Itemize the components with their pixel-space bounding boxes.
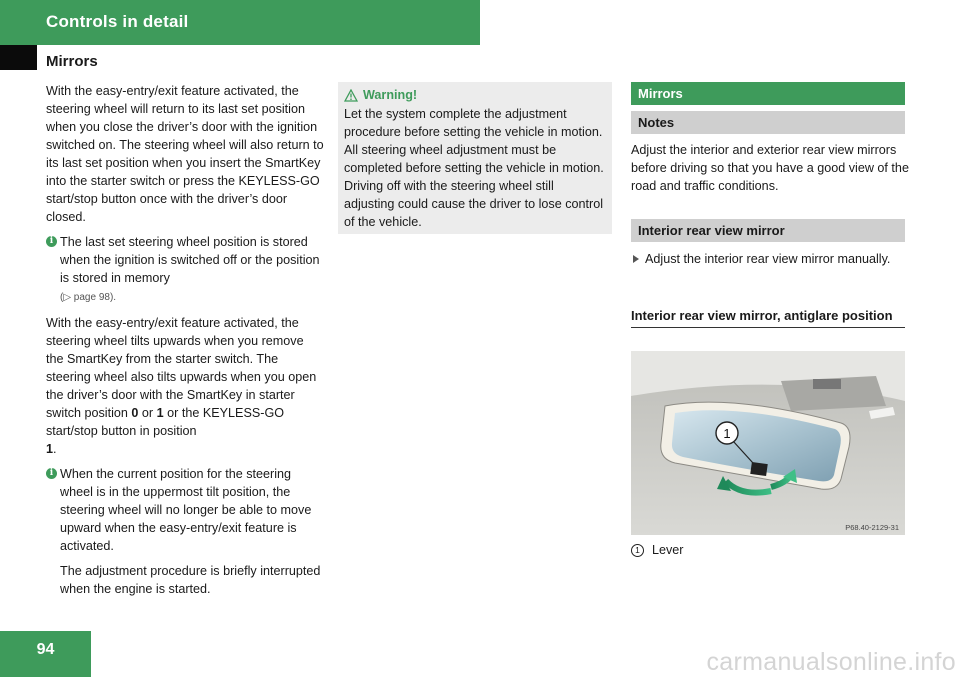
section-marker	[0, 45, 37, 70]
header-bar	[0, 0, 480, 45]
warning-box	[338, 82, 612, 234]
paragraph-tilt: With the easy-entry/exit feature activated, the steering wheel tilts upwards when you remove the SmartKey from the starter switch. The steering wheel also tilts upwards when you open the driver’s door with the SmartKey in starter switch position 0 or 1 or the KEYLESS-GO start/stop button in position 1.	[46, 316, 317, 456]
info-note-1	[46, 233, 324, 307]
warning-heading	[344, 86, 606, 104]
legend-item	[631, 541, 684, 559]
chapter-title: Controls in detail	[46, 12, 189, 31]
warning-text: Let the system complete the adjustment procedure before setting the vehicle in motion. All steering wheel adjustment must be completed before setting the vehicle in motion. Driving off with the steering wheel still adjusting could cause the driver to lose control of the vehicle.	[344, 107, 604, 229]
section-title: Mirrors	[46, 53, 98, 70]
info-note-1-text: The last set steering wheel position is stored when the ignition is switched off or the position is stored in memory	[60, 235, 320, 285]
callout-label: 1	[723, 426, 731, 441]
photo-code: P68.40-2129-31	[845, 523, 899, 532]
interior-mirror-heading-bar: Interior rear view mirror	[631, 219, 905, 242]
watermark: carmanualsonline.info	[706, 648, 956, 676]
step-text: Adjust the interior rear view mirror manually.	[645, 252, 891, 266]
warning-title: Warning!	[363, 88, 418, 102]
instruction-step	[631, 250, 905, 268]
warning-triangle-icon	[344, 89, 358, 102]
info-note-2-text: When the current position for the steering wheel is in the uppermost tilt position, the steering wheel will no longer be able to move upward when the easy-entry/exit feature is activated.	[60, 467, 312, 553]
info-note-2	[46, 465, 324, 598]
notes-text: Adjust the interior and exterior rear view mirrors before driving so that you have a good view of the road and traffic conditions.	[631, 143, 909, 193]
left-column	[46, 82, 324, 605]
mirror-photo	[631, 351, 905, 535]
page-reference: (▷ page 98).	[60, 292, 117, 303]
page-number-box	[0, 631, 91, 677]
legend-number: 1	[631, 544, 644, 557]
page-number: 94	[36, 641, 55, 658]
info-note-2-sub: The adjustment procedure is briefly interrupted when the engine is started.	[60, 564, 321, 596]
paragraph-easy-entry: With the easy-entry/exit feature activated, the steering wheel will return to its last set position when you close the driver’s door with the ignition switched on. The steering wheel will also return to its last set position when you insert the SmartKey into the starter switch or press the KEYLESS-GO start/stop button once with the driver’s door closed.	[46, 84, 324, 224]
key-position-1b: 1	[46, 442, 54, 456]
mirror-illustration	[631, 351, 905, 535]
key-position-0: 0	[131, 406, 139, 420]
info-icon: i	[46, 468, 57, 479]
key-position-1: 1	[156, 406, 164, 420]
info-icon: i	[46, 236, 57, 247]
antiglare-subheading: Interior rear view mirror, antiglare position	[631, 307, 905, 328]
legend-text: Lever	[652, 543, 684, 557]
mirrors-heading-bar: Mirrors	[631, 82, 905, 105]
step-arrow-icon	[633, 255, 639, 263]
notes-heading-bar: Notes	[631, 111, 905, 134]
